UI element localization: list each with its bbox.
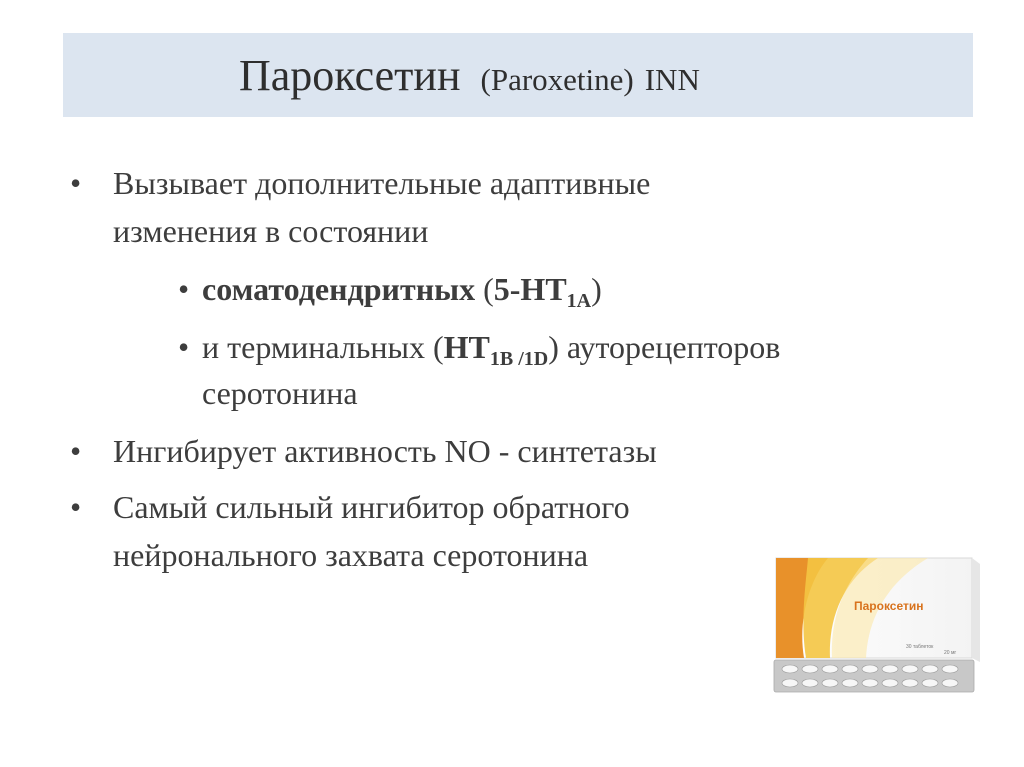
receptor-5ht: 5-HT bbox=[493, 271, 567, 307]
receptor-ht: HT bbox=[443, 329, 490, 365]
paren-open: ( bbox=[483, 271, 494, 307]
medicine-box-image bbox=[768, 552, 988, 697]
somatodendritic-label: соматодендритных bbox=[202, 271, 476, 307]
receptor-subscript-1b-1d: 1B /1D bbox=[489, 348, 549, 370]
paren-close: ) bbox=[591, 271, 602, 307]
bullet-2-text: Ингибирует активность NO - синтетазы bbox=[113, 433, 657, 469]
title-inn: INN bbox=[644, 62, 700, 97]
bullet-dot: • bbox=[70, 489, 82, 525]
bullet-dot: • bbox=[70, 433, 82, 469]
box-dose-text: 20 мг bbox=[944, 650, 957, 656]
title-latin: (Paroxetine) bbox=[480, 62, 634, 97]
bullet-1-line-2: изменения в состоянии bbox=[113, 213, 429, 249]
sub-bullet-2-line-2: серотонина bbox=[202, 375, 358, 411]
sub-bullet-dot: • bbox=[178, 271, 190, 307]
receptor-subscript-1a: 1A bbox=[566, 290, 592, 312]
autoreceptors-suffix: ) ауторецепторов bbox=[548, 329, 781, 365]
sub-bullet-1-text bbox=[202, 268, 602, 310]
medicine-box-illustration bbox=[768, 552, 988, 697]
sub-bullet-2-text bbox=[202, 326, 780, 368]
bullet-3-line-2: нейронального захвата серотонина bbox=[113, 537, 589, 573]
box-tablets-text: 30 таблеток bbox=[906, 644, 934, 650]
slide-title bbox=[239, 48, 700, 108]
bullet-1-line-1: Вызывает дополнительные адаптивные bbox=[113, 165, 651, 201]
box-brand-text: Пароксетин bbox=[854, 599, 924, 613]
bullet-dot: • bbox=[70, 165, 82, 201]
bullet-3-line-1: Самый сильный ингибитор обратного bbox=[113, 489, 630, 525]
terminal-prefix: и терминальных ( bbox=[202, 329, 444, 365]
sub-bullet-dot: • bbox=[178, 329, 190, 365]
title-main: Пароксетин bbox=[239, 51, 461, 100]
